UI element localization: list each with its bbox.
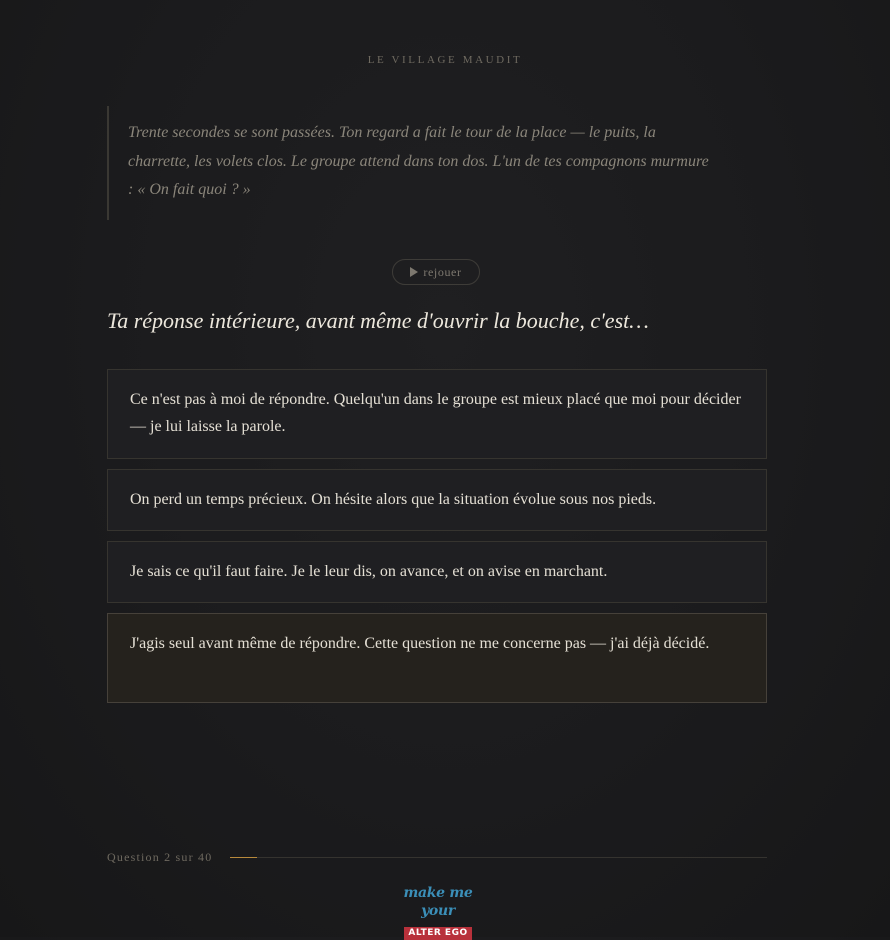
replay-button[interactable] [392, 259, 480, 285]
progress-footer [107, 850, 767, 864]
answer-option-1[interactable]: Ce n'est pas à moi de répondre. Quelqu'un dans le groupe est mieux placé que moi pour décider — je lui laisse la parole. [107, 369, 767, 459]
replay-label: rejouer [423, 264, 462, 279]
narration-quote: Trente secondes se sont passées. Ton regard a fait le tour de la place — le puits, la charrette, les volets clos. Le groupe attend dans ton dos. L'un de tes compagnons murmure : « On fait quoi ? » [107, 106, 717, 220]
logo-tagline: make me your [403, 885, 473, 919]
progress-fill [230, 857, 257, 858]
answer-option-2[interactable]: On perd un temps précieux. On hésite alors que la situation évolue sous nos pieds. [107, 469, 767, 531]
progress-text: Question 2 sur 40 [107, 849, 213, 864]
play-icon [410, 267, 418, 277]
answer-option-3[interactable]: Je sais ce qu'il faut faire. Je le leur dis, on avance, et on avise en marchant. [107, 541, 767, 603]
logo-wordmark: ALTER EGO [404, 927, 471, 940]
answer-options [107, 369, 767, 713]
answer-option-4[interactable]: J'agis seul avant même de répondre. Cette question ne me concerne pas — j'ai déjà décidé. [107, 613, 767, 703]
brand-logo [388, 884, 488, 938]
question-prompt: Ta réponse intérieure, avant même d'ouvrir la bouche, c'est… [107, 308, 649, 333]
chapter-title: LE VILLAGE MAUDIT [367, 54, 523, 66]
progress-track [230, 857, 767, 858]
